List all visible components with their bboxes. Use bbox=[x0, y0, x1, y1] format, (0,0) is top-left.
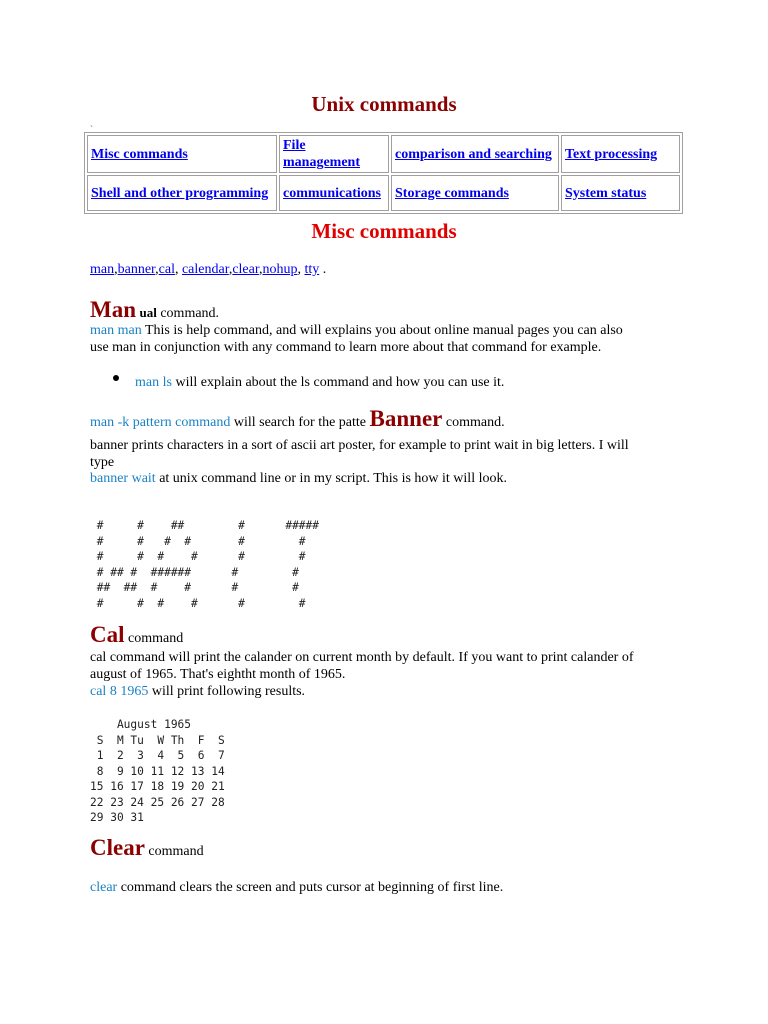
cal-paragraph-line2: august of 1965. That's eightht month of 1965. bbox=[90, 667, 346, 682]
link-cal[interactable]: cal bbox=[158, 262, 175, 277]
link-text-processing[interactable]: Text processing bbox=[565, 146, 658, 162]
man-paragraph-line1: man man This is help command, and will explains you about online manual pages you can also bbox=[90, 323, 623, 338]
link-nohup[interactable]: nohup bbox=[262, 262, 298, 277]
banner-ascii-art: # # ## # ##### # # # # # # # # # # # # # ## # ###### # # ## ## # # # # # # # # # # bbox=[96, 519, 320, 610]
table-row bbox=[87, 135, 680, 173]
clear-heading-line: Clear command bbox=[90, 835, 204, 860]
man-k-command: man -k pattern command bbox=[90, 415, 231, 430]
cal-heading-line: Cal command bbox=[90, 622, 184, 647]
man-heading-line: Man ual command. bbox=[90, 297, 220, 322]
clear-paragraph: clear command clears the screen and puts cursor at beginning of first line. bbox=[90, 880, 504, 895]
cal-paragraph-line1: cal command will print the calander on current month by default. If you want to print calander of bbox=[90, 650, 634, 665]
link-clear[interactable]: clear bbox=[232, 262, 259, 277]
table-row bbox=[87, 175, 680, 211]
page-title: Unix commands bbox=[311, 92, 457, 116]
command-link-list: man,banner,cal, calendar,clear,nohup, tty . bbox=[90, 262, 327, 277]
command-category-table bbox=[84, 132, 683, 214]
calendar-output: August 1965 S M Tu W Th F S 1 2 3 4 5 6 7 8 9 10 11 12 13 14 15 16 17 18 19 20 21 22 23 24 25 26 27 28 29 30 31 bbox=[90, 718, 225, 824]
link-file-management[interactable]: File management bbox=[283, 138, 360, 170]
cal-8-1965-command: cal 8 1965 bbox=[90, 684, 149, 699]
link-comparison-searching[interactable]: comparison and searching bbox=[395, 146, 552, 162]
section-title: Misc commands bbox=[311, 219, 457, 243]
banner-paragraph-line1: banner prints characters in a sort of ascii art poster, for example to print wait in big letters. I will bbox=[90, 438, 629, 453]
link-misc-commands[interactable]: Misc commands bbox=[91, 146, 188, 162]
link-tty[interactable]: tty bbox=[304, 262, 320, 277]
link-communications[interactable]: communications bbox=[283, 185, 381, 201]
link-man[interactable]: man bbox=[90, 262, 115, 277]
banner-paragraph-line2: type bbox=[90, 455, 115, 470]
cal-paragraph-line3: cal 8 1965 will print following results. bbox=[90, 684, 306, 699]
bullet-dot bbox=[113, 375, 119, 381]
clear-heading: Clear bbox=[90, 835, 145, 860]
clear-command: clear bbox=[90, 880, 118, 895]
link-system-status[interactable]: System status bbox=[565, 185, 647, 201]
man-heading: Man bbox=[90, 297, 136, 322]
link-shell-programming[interactable]: Shell and other programming bbox=[91, 185, 269, 201]
link-calendar[interactable]: calendar bbox=[181, 262, 229, 277]
man-k-banner-line: man -k pattern command will search for the patte Banner command. bbox=[90, 406, 505, 431]
man-paragraph-line2: use man in conjunction with any command to learn more about that command for example. bbox=[90, 340, 602, 355]
man-ls-bullet: man ls will explain about the ls command and how you can use it. bbox=[135, 375, 505, 390]
link-banner[interactable]: banner bbox=[117, 262, 156, 277]
man-ls-command: man ls bbox=[135, 375, 172, 390]
link-storage-commands[interactable]: Storage commands bbox=[395, 185, 509, 201]
cal-heading: Cal bbox=[90, 622, 125, 647]
man-man-command: man man bbox=[90, 323, 142, 338]
banner-heading: Banner bbox=[369, 406, 443, 431]
stray-mark: ` bbox=[90, 124, 93, 134]
banner-paragraph-line3: banner wait at unix command line or in my script. This is how it will look. bbox=[90, 471, 507, 486]
banner-wait-command: banner wait bbox=[90, 471, 156, 486]
